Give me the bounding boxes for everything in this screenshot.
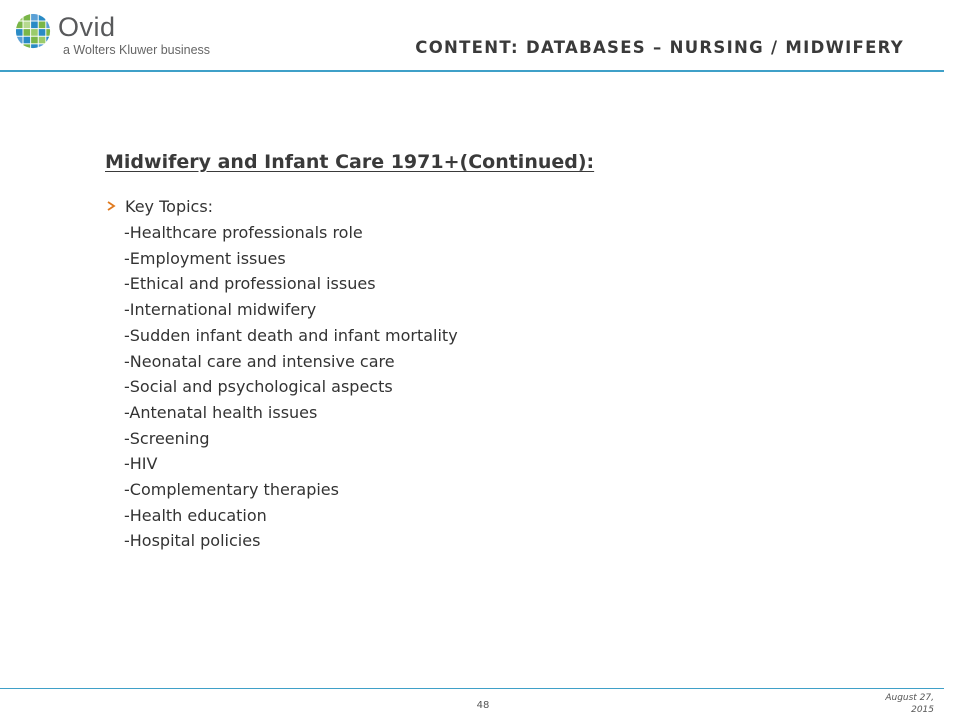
- topic-item: -Employment issues: [124, 248, 286, 268]
- footer-date-line: 2015: [911, 705, 934, 715]
- logo-tagline: a Wolters Kluwer business: [63, 43, 211, 57]
- key-topics-label: Key Topics:: [125, 196, 214, 216]
- ovid-logo: [14, 10, 264, 58]
- page-number: 48: [476, 700, 490, 711]
- topic-item: -Sudden infant death and infant mortality: [124, 325, 458, 345]
- key-topics-bullet: [107, 194, 458, 218]
- topic-item: -Antenatal health issues: [124, 402, 318, 422]
- footer-divider: [0, 688, 944, 689]
- topic-list: [124, 220, 458, 554]
- topic-item: -Hospital policies: [124, 531, 261, 551]
- section-title: Midwifery and Infant Care 1971+(Continued):: [105, 151, 595, 173]
- topic-item: -Complementary therapies: [124, 480, 339, 500]
- topic-item: -Neonatal care and intensive care: [124, 351, 395, 371]
- topic-item: -International midwifery: [124, 300, 317, 320]
- topic-item: -Screening: [124, 428, 210, 448]
- topic-item: -Social and psychological aspects: [124, 377, 393, 397]
- slide-header-title: CONTENT: DATABASES – NURSING / MIDWIFERY: [415, 38, 904, 57]
- topic-item: -HIV: [124, 454, 158, 474]
- topic-item: -Ethical and professional issues: [124, 274, 376, 294]
- ovid-globe-icon: [14, 12, 52, 50]
- logo-wordmark: Ovid: [58, 12, 116, 42]
- header-divider: [0, 70, 944, 72]
- footer-date-line: August 27,: [885, 693, 934, 703]
- topic-item: -Healthcare professionals role: [124, 223, 363, 242]
- key-topics-block: [107, 194, 458, 554]
- topic-item: -Health education: [124, 505, 267, 525]
- footer-date: [864, 692, 934, 716]
- arrow-bullet-icon: [107, 201, 121, 211]
